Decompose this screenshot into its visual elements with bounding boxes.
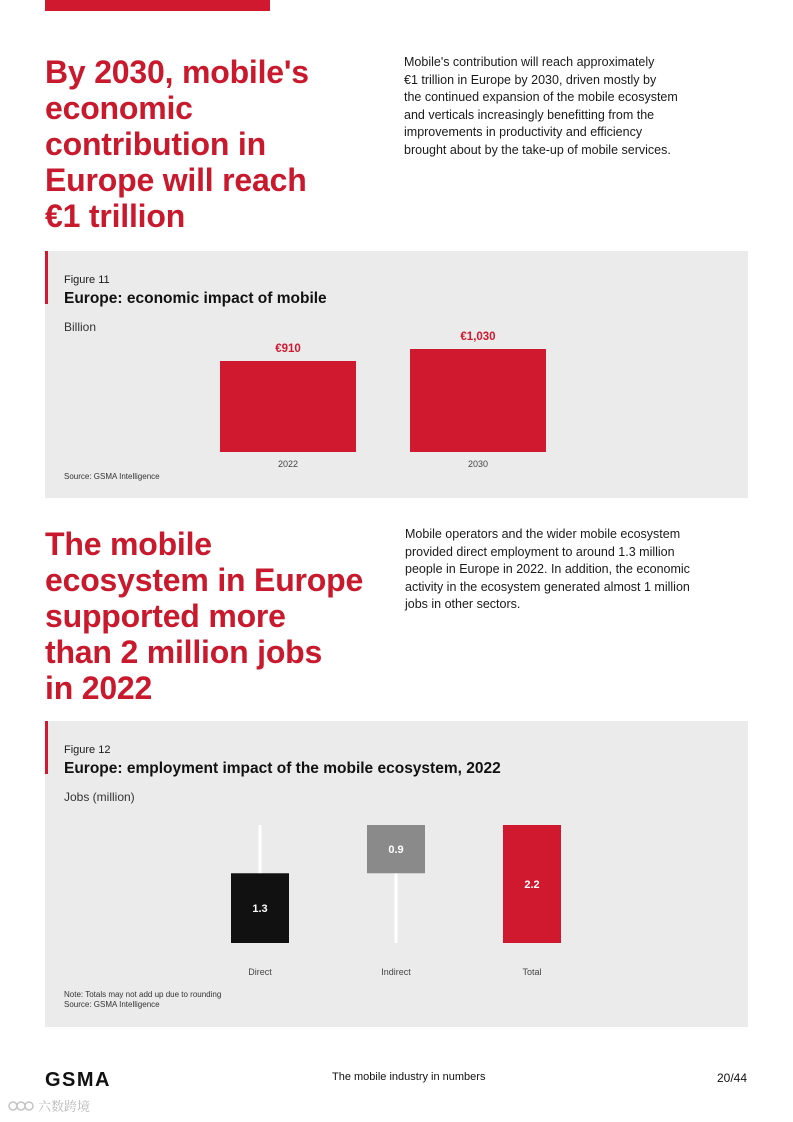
section1-body <box>404 54 678 159</box>
data-label: 1.3 <box>252 903 268 916</box>
figure11-chart <box>45 251 748 498</box>
data-label: 2.2 <box>524 879 540 891</box>
figure11-title: Europe: economic impact of mobile <box>64 290 327 307</box>
watermark <box>8 1096 90 1115</box>
data-label: €1,030 <box>460 331 496 343</box>
body-line: people in Europe in 2022. In addition, the economic <box>405 562 690 576</box>
data-label: 0.9 <box>388 844 404 857</box>
bar-2030 <box>410 349 546 452</box>
body-line: provided direct employment to around 1.3 million <box>405 544 675 559</box>
body-line: Mobile operators and the wider mobile ecosystem <box>405 527 681 541</box>
watermark-logo-icon <box>8 1100 34 1112</box>
figure11-label: Figure 11 <box>64 274 110 286</box>
figure12-title: Europe: employment impact of the mobile ecosystem, 2022 <box>64 760 501 777</box>
figure11-unit: Billion <box>64 320 97 334</box>
headline-line: ecosystem in Europe <box>45 562 364 598</box>
x-tick-label: 2030 <box>467 459 489 469</box>
body-line: the continued expansion of the mobile ecosystem <box>404 90 678 104</box>
headline-line: in 2022 <box>45 670 153 706</box>
page-number: 20/44 <box>716 1071 747 1085</box>
figure12-label: Figure 12 <box>64 744 111 756</box>
body-line: activity in the ecosystem generated almost 1 million <box>405 579 690 594</box>
headline-line: contribution in <box>45 126 266 162</box>
top-accent-bar <box>45 0 270 11</box>
body-line: Mobile's contribution will reach approximately <box>404 55 655 69</box>
body-line: €1 trillion in Europe by 2030, driven mostly by <box>404 72 657 87</box>
body-line: and verticals increasingly benefitting from the <box>404 107 655 122</box>
figure11-panel <box>45 251 748 498</box>
section2-body <box>405 526 690 614</box>
figure12-unit: Jobs (million) <box>64 790 135 804</box>
body-line: improvements in productivity and efficiency <box>404 125 643 139</box>
headline-line: By 2030, mobile's <box>45 54 309 90</box>
watermark-text: 六数跨境 <box>38 1099 91 1114</box>
figure12-panel <box>45 721 748 1027</box>
headline-line: supported more <box>45 598 286 634</box>
x-tick-label: Direct <box>248 967 272 977</box>
figure11-source: Source: GSMA Intelligence <box>64 472 160 481</box>
x-tick-label: 2022 <box>277 459 299 469</box>
headline-line: €1 trillion <box>45 198 186 234</box>
headline-line: economic <box>45 90 193 126</box>
x-tick-label: Total <box>522 967 542 977</box>
bar-2022 <box>220 361 356 452</box>
figure12-source: Source: GSMA Intelligence <box>64 1000 160 1009</box>
body-line: brought about by the take-up of mobile services. <box>404 142 671 157</box>
body-line: jobs in other sectors. <box>405 597 521 611</box>
headline-line: Europe will reach <box>45 162 307 198</box>
figure12-chart <box>45 721 748 1027</box>
headline-line: than 2 million jobs <box>45 634 323 670</box>
figure12-note: Note: Totals may not add up due to rounding <box>64 990 222 999</box>
section1-headline <box>45 54 309 234</box>
footer-title: The mobile industry in numbers <box>332 1071 486 1083</box>
gsma-logo: GSMA <box>45 1069 111 1091</box>
data-label: €910 <box>275 343 301 355</box>
figure12-notes <box>64 990 221 1010</box>
section2-headline <box>45 526 363 706</box>
x-tick-label: Indirect <box>381 967 411 977</box>
headline-line: The mobile <box>45 526 212 562</box>
